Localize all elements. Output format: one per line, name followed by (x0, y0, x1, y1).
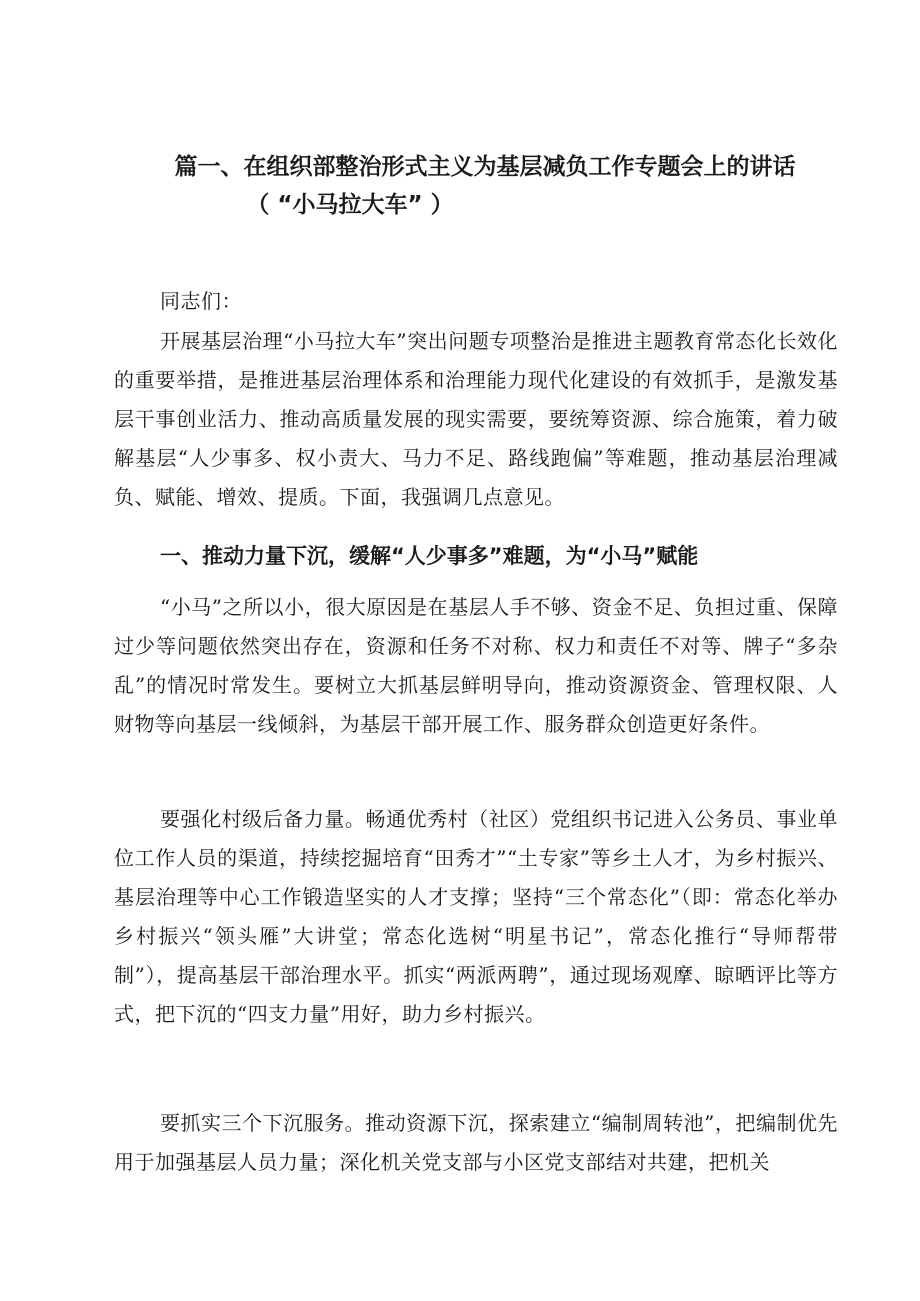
paragraph-section1-intro: “小马”之所以小，很大原因是在基层人手不够、资金不足、负担过重、保障过少等问题依然突出存在，资源和任务不对称、权力和责任不对等、牌子“多杂乱”的情况时常发生。要树立大抓基层鲜明导向，推动资源资金、管理权限、人财物等向基层一线倾斜，为基层干部开展工作、服务群众创造更好条件。 (114, 595, 838, 736)
paragraph-intro: 开展基层治理“小马拉大车”突出问题专项整治是推进主题教育常态化长效化的重要举措，是推进基层治理体系和治理能力现代化建设的有效抓手，是激发基层干事创业活力、推动高质量发展的现实需要，要统筹资源、综合施策，着力破解基层“人少事多、权小责大、马力不足、路线跑偏”等难题，推动基层治理减负、赋能、增效、提质。下面，我强调几点意见。 (114, 329, 838, 509)
greeting: 同志们： (160, 289, 242, 313)
document-subtitle: （ “小马拉大车” ） (246, 192, 454, 218)
paragraph-three-services: 要抓实三个下沉服务。推动资源下沉，探索建立“编制周转池”，把编制优先用于加强基层人员力量；深化机关党支部与小区党支部结对共建，把机关 (114, 1111, 838, 1174)
paragraph-village-reserve: 要强化村级后备力量。畅通优秀村（社区）党组织书记进入公务员、事业单位工作人员的渠道，持续挖掘培育“田秀才”“土专家”等乡土人才，为乡村振兴、基层治理等中心工作锻造坚实的人才支撑；坚持“三个常态化”（即：常态化举办乡村振兴“领头雁”大讲堂；常态化选树“明星书记”，常态化推行“导师帮带制”），提高基层干部治理水平。抓实“两派两聘”，通过现场观摩、晾晒评比等方式，把下沉的“四支力量”用好，助力乡村振兴。 (114, 807, 838, 1026)
document-title: 篇一、在组织部整治形式主义为基层减负工作专题会上的讲话 (174, 154, 796, 180)
section-heading-1: 一、推动力量下沉，缓解“人少事多”难题，为“小马”赋能 (160, 544, 699, 568)
